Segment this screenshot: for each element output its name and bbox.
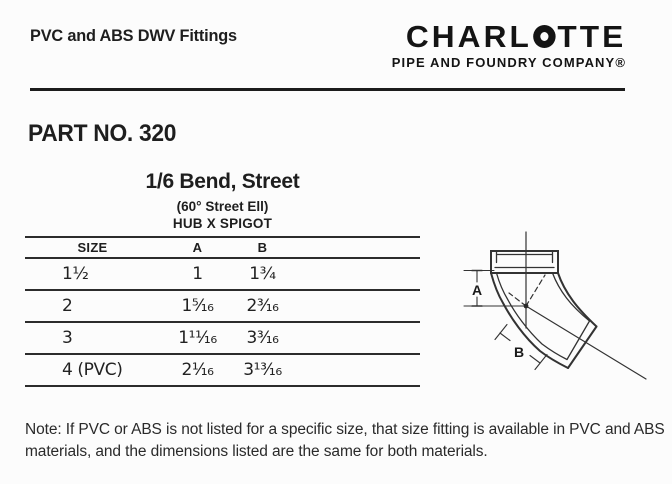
fitting-connection-type: HUB X SPIGOT <box>172 216 273 231</box>
materials-note: Note: If PVC or ABS is not listed for a specific size, that size fitting is available in PVC and ABS materials, and the dimensions listed are the same for both materials. <box>25 421 665 461</box>
dim-b-value: 3³⁄₁₆ <box>246 328 279 348</box>
column-header-spacer <box>290 237 420 258</box>
dim-a-label: A <box>471 282 483 298</box>
dim-a-value: 1 <box>192 264 203 284</box>
dim-a-value: 2¹⁄₁₆ <box>181 360 214 380</box>
hidden-lines <box>509 275 545 306</box>
fitting-diagram <box>450 220 670 398</box>
fitting-title: 1/6 Bend, Street <box>145 170 300 193</box>
size-value: 1½ <box>62 264 89 284</box>
column-header-a: A <box>192 240 203 255</box>
dim-a-value: 1⁵⁄₁₆ <box>181 296 214 316</box>
brand-wordmark <box>387 21 626 53</box>
table-row <box>25 290 420 322</box>
inner-wall-left <box>497 273 568 360</box>
size-value: 3 <box>62 328 73 348</box>
header-divider <box>30 88 625 91</box>
table-row <box>25 258 420 290</box>
size-value: 4 (PVC) <box>62 360 123 380</box>
size-value: 2 <box>62 296 73 316</box>
brand-text-post: TTE <box>557 19 626 54</box>
center-point <box>524 304 529 309</box>
fitting-subtitle: (60° Street Ell) <box>176 199 269 214</box>
charlotte-o-icon <box>533 25 555 48</box>
column-header-b: B <box>257 240 268 255</box>
dim-b-value: 2³⁄₁₆ <box>246 296 279 316</box>
table-row <box>25 322 420 354</box>
table-row <box>25 354 420 386</box>
charlotte-logo <box>392 21 626 70</box>
fitting-heading <box>25 170 420 231</box>
dim-a-value: 1¹¹⁄₁₆ <box>178 328 217 348</box>
dimension-table <box>25 236 420 387</box>
column-header-size: SIZE <box>77 240 108 255</box>
outer-wall-right <box>558 273 597 327</box>
dim-b-value: 3¹³⁄₁₆ <box>243 360 282 380</box>
hub-bead-lines <box>497 251 553 263</box>
dim-b-value: 1¾ <box>249 264 276 284</box>
page-title: PVC and ABS DWV Fittings <box>30 26 237 45</box>
brand-tagline: PIPE AND FOUNDRY COMPANY® <box>391 55 626 70</box>
brand-text-pre: CHARL <box>405 19 532 54</box>
table-header-row <box>25 237 420 258</box>
dim-b-label: B <box>513 344 525 360</box>
part-number-heading: PART NO. 320 <box>28 120 177 147</box>
